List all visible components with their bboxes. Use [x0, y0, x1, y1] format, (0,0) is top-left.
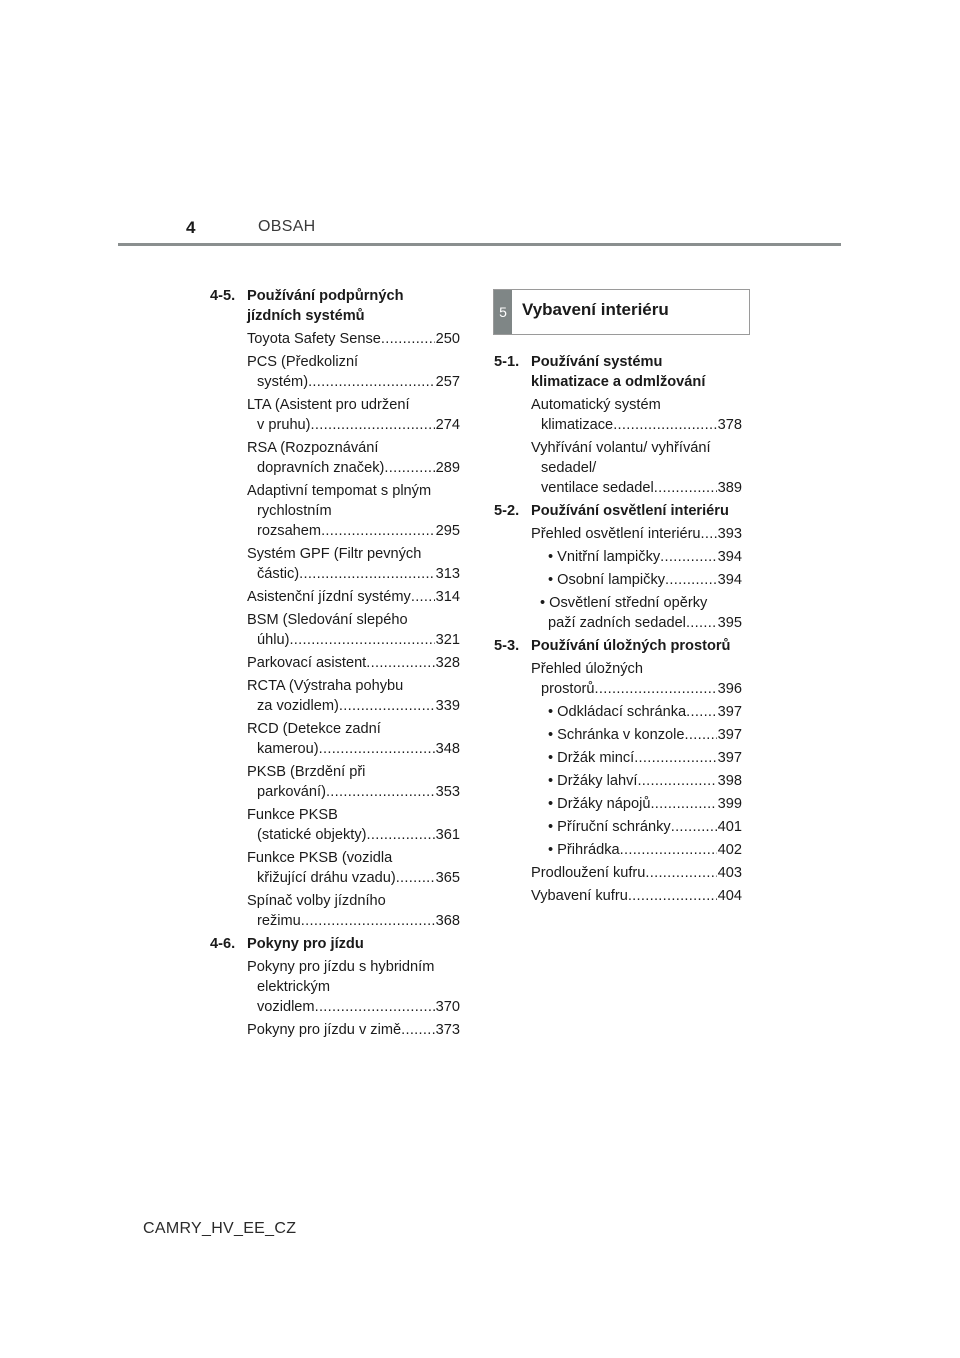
toc-entry[interactable] — [494, 395, 742, 435]
entry-title: • Příruční schránky — [548, 819, 671, 835]
page-ref: 394 — [717, 572, 742, 588]
entry-title: Automatický systém — [531, 397, 661, 413]
toc-subentry[interactable] — [494, 725, 742, 745]
entry-title-cont: parkování) — [257, 784, 326, 800]
page-ref: 365 — [435, 870, 460, 886]
page-ref: 396 — [717, 681, 742, 697]
page-ref: 373 — [435, 1022, 460, 1038]
entry-title-cont: vozidlem — [257, 999, 315, 1015]
chapter-number-tab: 5 — [494, 290, 512, 334]
toc-entry[interactable] — [210, 329, 460, 349]
toc-subentry[interactable] — [494, 702, 742, 722]
entry-title: Adaptivní tempomat s plným rychlostním — [247, 483, 432, 519]
page-ref: 394 — [717, 549, 742, 565]
entry-title-cont: systém) — [257, 374, 309, 390]
entry-title: • Vnitřní lampičky — [548, 549, 661, 565]
section-title: Používání systému klimatizace a odmlžování — [531, 354, 706, 390]
entry-title-cont: (statické objekty) — [257, 827, 367, 843]
page-ref: 339 — [435, 698, 460, 714]
page-ref: 401 — [717, 819, 742, 835]
chapter-header-box[interactable] — [493, 289, 750, 335]
page-ref: 402 — [717, 842, 742, 858]
entry-title: RCD (Detekce zadní — [247, 721, 381, 737]
toc-entry[interactable] — [210, 352, 460, 392]
entry-title: PCS (Předkolizní — [247, 354, 359, 370]
section-number: 4-6. — [210, 936, 236, 952]
page-ref: 353 — [435, 784, 460, 800]
entry-title: • Přihrádka — [548, 842, 620, 858]
page-ref: 397 — [717, 727, 742, 743]
toc-entry[interactable] — [494, 886, 742, 906]
toc-section-5-2[interactable] — [494, 501, 742, 521]
page-ref: 397 — [717, 704, 742, 720]
page-ref: 378 — [717, 417, 742, 433]
header-rule — [118, 243, 841, 246]
entry-title: • Osobní lampičky — [548, 572, 666, 588]
section-title: Používání podpůrných jízdních systémů — [247, 288, 404, 324]
toc-entry[interactable] — [210, 805, 460, 845]
entry-title-cont: kamerou) — [257, 741, 319, 757]
entry-title: BSM (Sledování slepého — [247, 612, 408, 628]
entry-title: Funkce PKSB (vozidla — [247, 850, 393, 866]
entry-title: • Držák mincí — [548, 750, 635, 766]
entry-title: • Odkládací schránka — [548, 704, 687, 720]
entry-title-cont: křižující dráhu vzadu) — [257, 870, 396, 886]
entry-title: • Držáky nápojů — [548, 796, 651, 812]
chapter-title: Vybavení interiéru — [522, 300, 669, 319]
entry-title-cont: rozsahem — [257, 523, 322, 539]
entry-title-cont: paží zadních sedadel — [548, 615, 686, 631]
entry-title: Asistenční jízdní systémy — [247, 589, 411, 605]
document-code: CAMRY_HV_EE_CZ — [143, 1220, 297, 1237]
entry-title-cont: úhlu) — [257, 632, 290, 648]
toc-section-5-3[interactable] — [494, 636, 742, 656]
entry-title: RSA (Rozpoznávání — [247, 440, 379, 456]
toc-entry[interactable] — [210, 762, 460, 802]
toc-subentry[interactable] — [494, 593, 742, 633]
section-number: 5-1. — [494, 354, 520, 370]
toc-entry[interactable] — [210, 891, 460, 931]
toc-entry[interactable] — [210, 395, 460, 435]
toc-subentry[interactable] — [494, 748, 742, 768]
toc-subentry[interactable] — [494, 817, 742, 837]
entry-title: Vyhřívání volantu/ vyhřívání sedadel/ — [531, 440, 711, 476]
page-ref: 393 — [717, 526, 742, 542]
toc-section-4-6[interactable] — [210, 934, 460, 954]
entry-title: • Schránka v konzole — [548, 727, 685, 743]
page-ref: 321 — [435, 632, 460, 648]
page-ref: 289 — [435, 460, 460, 476]
section-title: Používání úložných prostorů — [531, 638, 731, 654]
page-ref: 328 — [435, 655, 460, 671]
toc-entry[interactable] — [210, 653, 460, 673]
entry-title: Systém GPF (Filtr pevných — [247, 546, 422, 562]
toc-section-5-1[interactable] — [494, 352, 742, 392]
entry-title-cont: v pruhu) — [257, 417, 311, 433]
entry-title-cont: režimu — [257, 913, 301, 929]
toc-entry[interactable] — [210, 676, 460, 716]
section-number: 5-3. — [494, 638, 520, 654]
toc-entry[interactable] — [494, 659, 742, 699]
toc-entry[interactable] — [210, 848, 460, 888]
page-ref: 368 — [435, 913, 460, 929]
entry-title: PKSB (Brzdění při — [247, 764, 366, 780]
page-title: OBSAH — [258, 218, 316, 235]
page-ref: 389 — [717, 480, 742, 496]
toc-entry[interactable] — [210, 719, 460, 759]
section-title: Pokyny pro jízdu — [247, 936, 364, 952]
entry-title: Parkovací asistent — [247, 655, 367, 671]
entry-title-cont: za vozidlem) — [257, 698, 339, 714]
toc-subentry[interactable] — [494, 840, 742, 860]
page-ref: 314 — [435, 589, 460, 605]
entry-title-cont: částic) — [257, 566, 300, 582]
toc-section-4-5[interactable] — [210, 286, 460, 326]
page-ref: 274 — [435, 417, 460, 433]
entry-title-cont: ventilace sedadel — [541, 480, 654, 496]
entry-title: • Držáky lahví — [548, 773, 638, 789]
toc-entry[interactable] — [210, 587, 460, 607]
toc-entry[interactable] — [210, 544, 460, 584]
entry-title-cont: klimatizace — [541, 417, 614, 433]
entry-title: LTA (Asistent pro udržení — [247, 397, 410, 413]
entry-title: Vybavení kufru — [531, 888, 628, 904]
toc-subentry[interactable] — [494, 771, 742, 791]
toc-entry[interactable] — [210, 481, 460, 541]
toc-subentry[interactable] — [494, 794, 742, 814]
page-ref: 313 — [435, 566, 460, 582]
toc-entry[interactable] — [210, 1020, 460, 1040]
page-ref: 361 — [435, 827, 460, 843]
page-ref: 399 — [717, 796, 742, 812]
toc-entry[interactable] — [494, 438, 742, 498]
section-number: 4-5. — [210, 288, 236, 304]
page-ref: 398 — [717, 773, 742, 789]
toc-right-column — [494, 352, 742, 909]
entry-title: Přehled úložných — [531, 661, 643, 677]
section-title: Používání osvětlení interiéru — [531, 503, 729, 519]
entry-title: Funkce PKSB — [247, 807, 338, 823]
entry-title: • Osvětlení střední opěrky — [540, 595, 708, 611]
section-number: 5-2. — [494, 503, 520, 519]
page-ref: 404 — [717, 888, 742, 904]
page-ref: 295 — [435, 523, 460, 539]
entry-title: Přehled osvětlení interiéru — [531, 526, 701, 542]
page-ref: 370 — [435, 999, 460, 1015]
entry-title: Spínač volby jízdního — [247, 893, 386, 909]
entry-title: Pokyny pro jízdu v zimě — [247, 1022, 402, 1038]
entry-title-cont: dopravních značek) — [257, 460, 385, 476]
toc-entry[interactable] — [210, 438, 460, 478]
toc-entry[interactable] — [210, 957, 460, 1017]
toc-left-column — [210, 286, 460, 1043]
toc-entry[interactable] — [494, 863, 742, 883]
page-ref: 395 — [717, 615, 742, 631]
page-ref: 257 — [435, 374, 460, 390]
page-ref: 250 — [435, 331, 460, 347]
entry-title-cont: prostorů — [541, 681, 595, 697]
page-ref: 397 — [717, 750, 742, 766]
entry-title: Toyota Safety Sense — [247, 331, 381, 347]
page-ref: 348 — [435, 741, 460, 757]
entry-title: Prodloužení kufru — [531, 865, 646, 881]
toc-entry[interactable] — [210, 610, 460, 650]
toc-entry[interactable] — [494, 524, 742, 544]
toc-subentry[interactable] — [494, 570, 742, 590]
page-ref: 403 — [717, 865, 742, 881]
entry-title: RCTA (Výstraha pohybu — [247, 678, 404, 694]
toc-subentry[interactable] — [494, 547, 742, 567]
entry-title: Pokyny pro jízdu s hybridním elektrickým — [247, 959, 435, 995]
page-number: 4 — [186, 218, 196, 237]
